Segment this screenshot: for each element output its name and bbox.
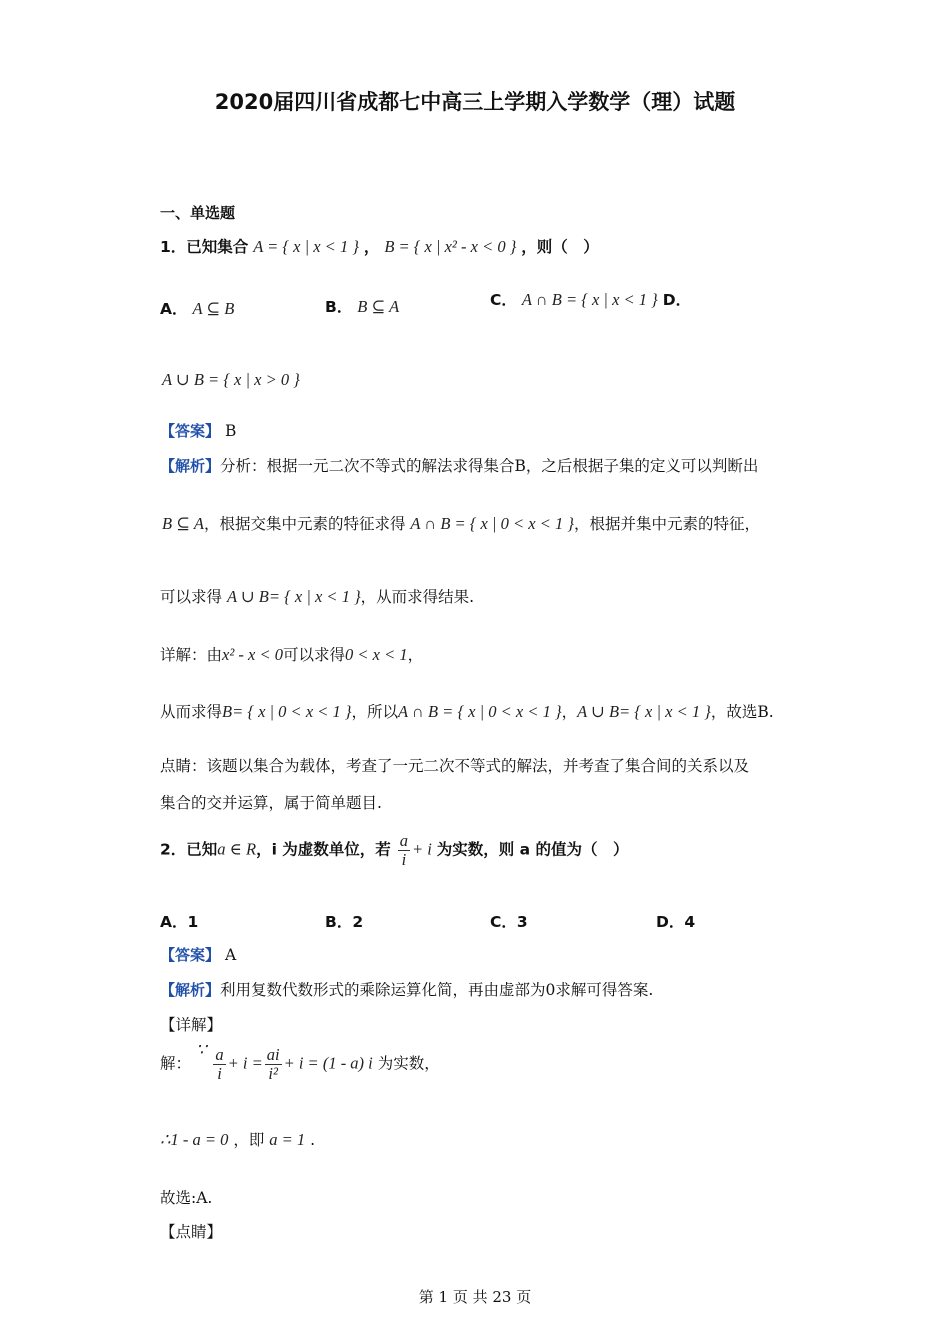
analysis-tag: 【解析】 — [160, 981, 221, 999]
q1-detail-line2 — [160, 700, 774, 722]
q2-stem-text: 2．已知 — [160, 840, 218, 859]
analysis-text: 分析：根据一元二次不等式的解法求得集合B，之后根据子集的定义可以判断出 — [220, 457, 759, 475]
text-inline: 详解：由 — [160, 646, 223, 664]
text-inline: ，根据并集中元素的特征， — [573, 515, 760, 533]
text-inline: ，从而求得结果. — [360, 588, 475, 606]
q1-option-d-label: D． — [662, 291, 692, 309]
fraction-denominator: i² — [268, 1064, 278, 1084]
text-inline: ，根据交集中元素的特征求得 — [203, 515, 406, 533]
math-inline: B= { x | 0 < x < 1 } — [222, 702, 352, 721]
q2-analysis — [160, 978, 653, 1000]
text-inline: ， — [407, 646, 424, 664]
q2-choice: 故选:A. — [160, 1189, 213, 1207]
fraction — [398, 832, 410, 869]
text-inline: ，即 — [233, 1131, 265, 1149]
page-title: 2020届四川省成都七中高三上学期入学数学（理）试题 — [214, 90, 736, 114]
q2-comment-tag: 【点睛】 — [160, 1223, 223, 1241]
text-inline: 可以求得 — [283, 646, 346, 664]
fraction-numerator: a — [215, 1045, 224, 1064]
q2-option-c: C．3 — [490, 913, 528, 931]
q2-option-a: A．1 — [160, 913, 199, 931]
q2-answer — [160, 944, 236, 965]
text-inline: ，所以 — [351, 703, 399, 721]
math-inline: + i = — [227, 1053, 263, 1073]
q1-detail — [160, 643, 423, 665]
text-inline: ，故选B. — [710, 703, 774, 721]
math-inline: a ∈ R — [217, 839, 257, 859]
q2-option-d: D．4 — [656, 913, 696, 931]
q1-analysis-line2 — [162, 512, 760, 534]
text-inline: 为实数， — [377, 1054, 440, 1073]
q1-stem — [160, 235, 599, 257]
math-inline: A ∪ B= { x | x < 1 } — [577, 702, 711, 721]
q2-stem-text: ，i 为虚数单位，若 — [256, 840, 391, 859]
math-inline: A ∩ B = { x | 0 < x < 1 } — [410, 514, 574, 533]
q1-option-c-label: C． — [490, 291, 517, 309]
text-inline: 可以求得 — [160, 588, 223, 606]
fraction-denominator: i — [217, 1064, 222, 1084]
text-inline: . — [310, 1131, 316, 1149]
q1-option-c-text: A ∩ B = { x | x < 1 } — [521, 290, 658, 309]
answer-tag: 【答案】 — [160, 946, 221, 964]
answer-tag: 【答案】 — [160, 422, 221, 440]
q1-option-c — [490, 288, 691, 310]
fraction — [213, 1046, 225, 1083]
math-inline: 0 < x < 1 — [345, 645, 408, 664]
section-heading: 一、单选题 — [160, 204, 236, 222]
q2-stem-text: 为实数，则 a 的值为（ ） — [436, 840, 629, 859]
q2-solution-line — [160, 1039, 440, 1084]
q1-stem-end: ，则（ ） — [521, 238, 599, 256]
answer-value: A — [224, 946, 237, 964]
text-inline: 从而求得 — [160, 703, 223, 721]
because-symbol: ∵ — [195, 1039, 207, 1059]
math-inline: B ⊆ A — [162, 514, 204, 533]
fraction-denominator: i — [401, 850, 407, 870]
q1-option-a — [160, 297, 234, 319]
q2-detail-tag: 【详解】 — [160, 1016, 223, 1034]
fraction-numerator: ai — [266, 1045, 280, 1064]
answer-value: B — [224, 422, 237, 440]
q1-option-d-text: A ∪ B = { x | x > 0 } — [162, 370, 300, 389]
text-inline: ， — [561, 703, 578, 721]
q1-comment-line1: 点睛：该题以集合为载体，考查了一元二次不等式的解法，并考查了集合间的关系以及 — [160, 757, 750, 775]
math-inline: + i = (1 - a) i — [283, 1053, 373, 1073]
q1-set-a: A = { x | x < 1 } — [253, 237, 359, 256]
q1-option-a-text: A ⊆ B — [192, 299, 235, 318]
q1-answer — [160, 420, 236, 441]
text-inline: 解： — [160, 1054, 192, 1073]
q1-stem-text: 1．已知集合 — [160, 238, 249, 256]
analysis-tag: 【解析】 — [160, 457, 221, 475]
q1-analysis — [160, 454, 758, 476]
q1-set-b: B = { x | x² - x < 0 } — [384, 237, 517, 256]
q2-stem — [160, 832, 629, 869]
q1-analysis-line3 — [160, 585, 474, 607]
q2-option-b: B．2 — [325, 913, 364, 931]
math-inline: x² - x < 0 — [222, 645, 283, 664]
math-inline: A ∪ B= { x | x < 1 } — [226, 587, 361, 606]
q1-option-b-text: B ⊆ A — [357, 297, 400, 316]
q1-comment-line2: 集合的交并运算，属于简单题目. — [160, 794, 382, 812]
fraction — [265, 1046, 282, 1083]
q1-option-b-label: B． — [325, 298, 353, 316]
q1-option-a-label: A． — [160, 300, 188, 318]
fraction-numerator: a — [399, 831, 408, 850]
math-inline: ∴1 - a = 0 — [160, 1130, 229, 1149]
math-inline: a = 1 — [269, 1130, 306, 1149]
q1-option-b — [325, 295, 399, 317]
q1-comma: ， — [363, 238, 380, 256]
math-inline: + i — [412, 839, 432, 859]
math-inline: A ∩ B = { x | 0 < x < 1 } — [398, 702, 562, 721]
analysis-text: 利用复数代数形式的乘除运算化简，再由虚部为0求解可得答案. — [220, 981, 654, 999]
q2-therefore-line — [160, 1128, 315, 1150]
page-footer: 第 1 页 共 23 页 — [418, 1288, 532, 1306]
